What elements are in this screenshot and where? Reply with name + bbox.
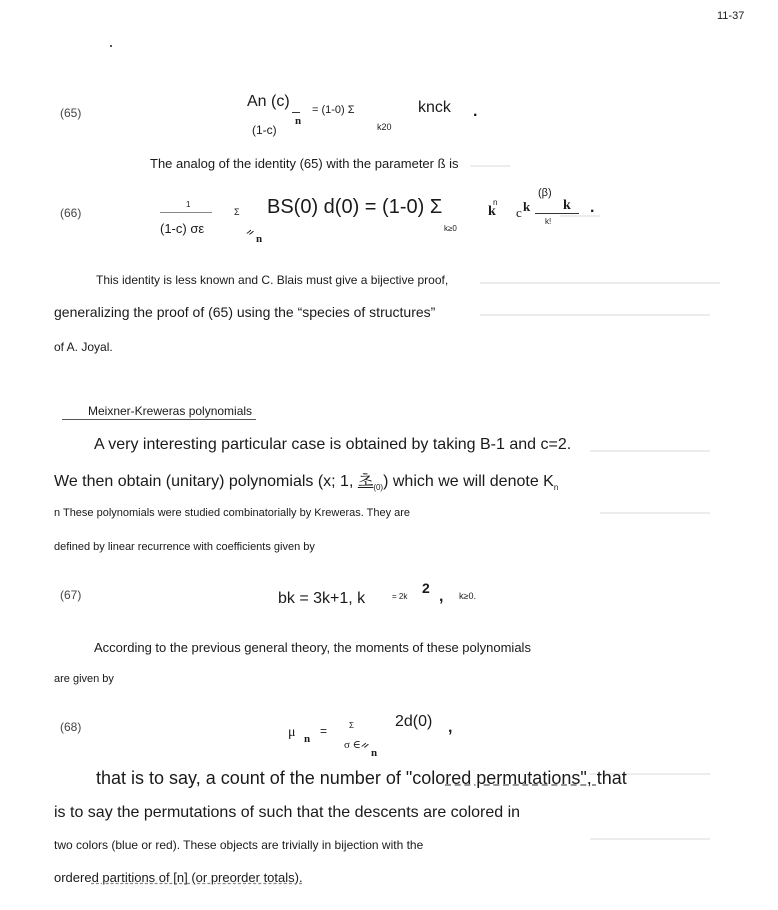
mu-symbol: μ: [288, 725, 296, 740]
equation-middle: = (1-0) Σ: [312, 104, 355, 116]
equation-main: BS(0) d(0) = (1-0) Σ: [267, 196, 443, 218]
text-run: that: [596, 768, 627, 788]
text-run: (or preorder totals).: [187, 870, 303, 885]
section-title: Meixner-Kreweras polynomials: [62, 404, 256, 420]
fraction-numerator: An (c): [247, 93, 290, 110]
paragraph-identity-line-1: This identity is less known and C. Blais must give a bijective proof,: [96, 273, 449, 287]
equation-label: (66): [60, 206, 82, 220]
scan-artifact: [590, 450, 710, 452]
equation-term: 2d(0): [395, 713, 433, 730]
sum-under: σ ∈ᨀ: [344, 739, 370, 751]
fraction-bar: [292, 112, 300, 113]
scan-artifact: [470, 165, 510, 167]
text-run: that is to say, a count of the number of "colo: [96, 768, 446, 788]
fraction-numerator: 1: [186, 200, 191, 209]
fraction-k-numerator: k: [563, 198, 571, 213]
scan-artifact: [480, 282, 720, 284]
page-number: 11-37: [717, 10, 745, 22]
equation-main: bk = 3k+1, k: [278, 590, 366, 607]
paragraph-final-line-4: [54, 870, 303, 885]
paragraph-case-line-2: [54, 468, 558, 492]
text-run: ordere: [54, 870, 92, 885]
equation-term: knck: [418, 99, 451, 116]
set-symbol: ᨀ: [246, 226, 256, 238]
paragraph-moments-line-2: are given by: [54, 673, 114, 685]
equation-label: (67): [60, 588, 82, 602]
equals-sign: =: [320, 724, 328, 738]
equation-condition: k≥0.: [459, 591, 476, 601]
paragraph-final-line-2: is to say the permutations of such that the descents are colored in: [54, 804, 521, 821]
k-superscript: n: [493, 198, 498, 207]
scan-artifact: [600, 512, 710, 514]
subscript-n: n: [256, 233, 263, 245]
small-sigma: Σ: [349, 721, 354, 730]
fraction-bar: [535, 213, 579, 214]
glyph-run: 초: [357, 473, 374, 490]
k-term: k: [488, 204, 496, 219]
equation-comma: ,: [448, 719, 453, 736]
superscript-2: 2: [422, 580, 430, 596]
paragraph-case-line-3: n These polynomials were studied combinatorially by Kreweras. They are: [54, 507, 411, 519]
equation-small: = 2k: [392, 592, 408, 601]
paragraph-identity-line-2: generalizing the proof of (65) using the “species of structures”: [54, 304, 436, 320]
sum-index: k≥0: [444, 224, 457, 233]
end-mark: .: [473, 103, 478, 120]
small-sigma: Σ: [234, 207, 240, 217]
fraction-bar: [160, 212, 212, 213]
paragraph-case-line-1: A very interesting particular case is obtained by taking B-1 and c=2.: [94, 436, 572, 453]
sum-index: k20: [377, 122, 392, 132]
paragraph-final-line-1: [96, 768, 627, 789]
scan-speck: [110, 45, 112, 47]
scan-artifact: [480, 314, 710, 316]
paragraph-identity-line-3: of A. Joyal.: [54, 340, 113, 354]
beta-parameter: (β): [538, 187, 552, 199]
glyph-subscript: (0): [373, 483, 384, 493]
equation-comma: ,: [439, 588, 444, 605]
text-run-underlined: d partitions of [n]: [91, 870, 188, 885]
text-run-underlined: red permutations",: [445, 768, 597, 788]
subscript-n: n: [295, 115, 302, 127]
equation-label: (65): [60, 106, 82, 120]
c-term: c: [516, 205, 522, 220]
text-run: We then obtain (unitary) polynomials (x; 1,: [54, 473, 358, 490]
fraction-denominator: (1-c): [252, 123, 277, 137]
paragraph-analog: The analog of the identity (65) with the parameter ß is: [150, 156, 459, 171]
paragraph-case-line-4: defined by linear recurrence with coefficients given by: [54, 541, 315, 553]
c-superscript: k: [523, 199, 531, 214]
paragraph-final-line-3: two colors (blue or red). These objects are trivially in bijection with the: [54, 838, 424, 852]
subscript-n: n: [304, 733, 311, 745]
end-mark: .: [590, 199, 595, 216]
fraction-denominator: (1-c) σε: [160, 221, 205, 236]
equation-label: (68): [60, 720, 82, 734]
k-subscript: n: [553, 483, 559, 493]
paragraph-moments-line-1: According to the previous general theory, the moments of these polynomials: [94, 640, 531, 655]
under-subscript-n: n: [371, 747, 378, 759]
text-run: ) which we will denote K: [383, 473, 554, 490]
fraction-k-denominator: k!: [545, 217, 552, 226]
scan-artifact: [590, 838, 710, 840]
